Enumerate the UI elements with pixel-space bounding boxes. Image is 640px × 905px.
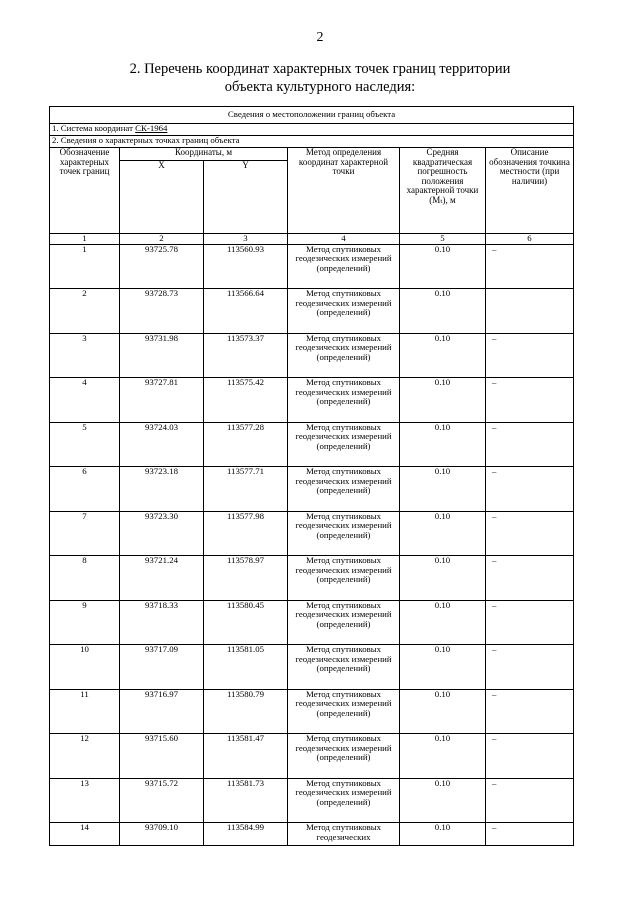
accuracy-cell: 0.10 <box>400 422 486 467</box>
header-designation: Обозначение характерных точек границ <box>50 148 120 234</box>
method-cell: Метод спутниковых геодезических измерений (определений) <box>288 556 400 601</box>
coordinate-x: 93715.60 <box>120 734 204 779</box>
coordinate-y: 113578.97 <box>204 556 288 601</box>
coordinate-y: 113584.99 <box>204 823 288 846</box>
coordinate-y: 113577.28 <box>204 422 288 467</box>
method-cell: Метод спутниковых геодезических <box>288 823 400 846</box>
coordinate-y: 113580.79 <box>204 689 288 734</box>
method-cell: Метод спутниковых геодезических измерений (определений) <box>288 333 400 378</box>
table-row <box>50 422 574 467</box>
column-number: 2 <box>120 234 204 245</box>
description-cell: – <box>486 734 574 779</box>
table-row <box>50 600 574 645</box>
table-row <box>50 689 574 734</box>
page-number: 2 <box>316 30 324 45</box>
column-number: 1 <box>50 234 120 245</box>
coordinate-y: 113581.73 <box>204 778 288 823</box>
point-number: 5 <box>50 422 120 467</box>
accuracy-cell: 0.10 <box>400 778 486 823</box>
accuracy-cell: 0.10 <box>400 289 486 334</box>
description-cell: – <box>486 244 574 289</box>
accuracy-cell: 0.10 <box>400 645 486 690</box>
accuracy-cell: 0.10 <box>400 511 486 556</box>
coordinate-y: 113580.45 <box>204 600 288 645</box>
point-number: 4 <box>50 378 120 423</box>
column-number: 4 <box>288 234 400 245</box>
coordinate-system-value: СК-1964 <box>135 123 168 133</box>
coordinate-x: 93717.09 <box>120 645 204 690</box>
coordinate-y: 113566.64 <box>204 289 288 334</box>
header-description: Описание обозначения точкина местности (при наличии) <box>486 148 574 234</box>
description-cell: – <box>486 823 574 846</box>
header-method: Метод определения координат характерной точки <box>288 148 400 234</box>
point-number: 1 <box>50 244 120 289</box>
table-row <box>50 734 574 779</box>
point-number: 6 <box>50 467 120 512</box>
table-row <box>50 289 574 334</box>
coordinate-x: 93731.98 <box>120 333 204 378</box>
description-cell: – <box>486 467 574 512</box>
header-coordinates: Координаты, м <box>120 148 288 161</box>
method-cell: Метод спутниковых геодезических измерений (определений) <box>288 645 400 690</box>
coordinates-table <box>49 106 574 846</box>
point-number: 10 <box>50 645 120 690</box>
accuracy-cell: 0.10 <box>400 467 486 512</box>
coordinate-y: 113575.42 <box>204 378 288 423</box>
coordinate-y: 113577.98 <box>204 511 288 556</box>
coordinate-x: 93715.72 <box>120 778 204 823</box>
coordinate-y: 113581.05 <box>204 645 288 690</box>
point-number: 12 <box>50 734 120 779</box>
points-info-row: 2. Сведения о характерных точках границ объекта <box>50 136 574 148</box>
header-y: Y <box>204 161 288 234</box>
table-row <box>50 467 574 512</box>
method-cell: Метод спутниковых геодезических измерений (определений) <box>288 244 400 289</box>
coordinate-system-label: 1. Система координат <box>52 123 136 133</box>
accuracy-cell: 0.10 <box>400 244 486 289</box>
point-number: 2 <box>50 289 120 334</box>
accuracy-cell: 0.10 <box>400 556 486 601</box>
accuracy-cell: 0.10 <box>400 600 486 645</box>
accuracy-cell: 0.10 <box>400 734 486 779</box>
description-cell: – <box>486 689 574 734</box>
coordinate-x: 93709.10 <box>120 823 204 846</box>
coordinate-y: 113573.37 <box>204 333 288 378</box>
point-number: 3 <box>50 333 120 378</box>
coordinate-x: 93725.78 <box>120 244 204 289</box>
coordinate-x: 93723.18 <box>120 467 204 512</box>
coordinate-x: 93723.30 <box>120 511 204 556</box>
coordinate-x: 93721.24 <box>120 556 204 601</box>
description-cell: – <box>486 600 574 645</box>
method-cell: Метод спутниковых геодезических измерений (определений) <box>288 467 400 512</box>
method-cell: Метод спутниковых геодезических измерений (определений) <box>288 378 400 423</box>
header-accuracy: Средняя квадратическая погрешность положения характерной точки (Mₜ), м <box>400 148 486 234</box>
column-number: 6 <box>486 234 574 245</box>
point-number: 13 <box>50 778 120 823</box>
column-number: 5 <box>400 234 486 245</box>
method-cell: Метод спутниковых геодезических измерений (определений) <box>288 689 400 734</box>
accuracy-cell: 0.10 <box>400 378 486 423</box>
method-cell: Метод спутниковых геодезических измерений (определений) <box>288 600 400 645</box>
accuracy-cell: 0.10 <box>400 823 486 846</box>
method-cell: Метод спутниковых геодезических измерений (определений) <box>288 422 400 467</box>
coordinate-y: 113560.93 <box>204 244 288 289</box>
coordinate-y: 113581.47 <box>204 734 288 779</box>
coordinate-x: 93724.03 <box>120 422 204 467</box>
method-cell: Метод спутниковых геодезических измерений (определений) <box>288 289 400 334</box>
method-cell: Метод спутниковых геодезических измерений (определений) <box>288 734 400 779</box>
description-cell: – <box>486 422 574 467</box>
table-row <box>50 378 574 423</box>
description-cell: – <box>486 333 574 378</box>
description-cell: – <box>486 778 574 823</box>
coordinate-system-row <box>50 124 574 136</box>
point-number: 7 <box>50 511 120 556</box>
point-number: 14 <box>50 823 120 846</box>
method-cell: Метод спутниковых геодезических измерений (определений) <box>288 778 400 823</box>
table-row <box>50 244 574 289</box>
coordinate-x: 93727.81 <box>120 378 204 423</box>
column-numbers-row <box>50 234 574 245</box>
page-heading <box>80 60 560 96</box>
header-x: X <box>120 161 204 234</box>
table-row <box>50 645 574 690</box>
description-cell: – <box>486 556 574 601</box>
method-cell: Метод спутниковых геодезических измерений (определений) <box>288 511 400 556</box>
table-row <box>50 333 574 378</box>
coordinate-x: 93716.97 <box>120 689 204 734</box>
point-number: 11 <box>50 689 120 734</box>
description-cell: – <box>486 511 574 556</box>
description-cell: – <box>486 645 574 690</box>
description-cell: – <box>486 378 574 423</box>
table-row <box>50 556 574 601</box>
table-row <box>50 778 574 823</box>
point-number: 8 <box>50 556 120 601</box>
table-row <box>50 511 574 556</box>
coordinate-y: 113577.71 <box>204 467 288 512</box>
column-number: 3 <box>204 234 288 245</box>
accuracy-cell: 0.10 <box>400 333 486 378</box>
accuracy-cell: 0.10 <box>400 689 486 734</box>
description-cell <box>486 289 574 334</box>
heading-line-1: 2. Перечень координат характерных точек границ территории <box>129 61 511 77</box>
table-row <box>50 823 574 846</box>
heading-line-2: объекта культурного наследия: <box>224 79 416 95</box>
coordinate-x: 93728.73 <box>120 289 204 334</box>
section-title: Сведения о местоположении границ объекта <box>50 107 574 124</box>
point-number: 9 <box>50 600 120 645</box>
coordinate-x: 93718.33 <box>120 600 204 645</box>
